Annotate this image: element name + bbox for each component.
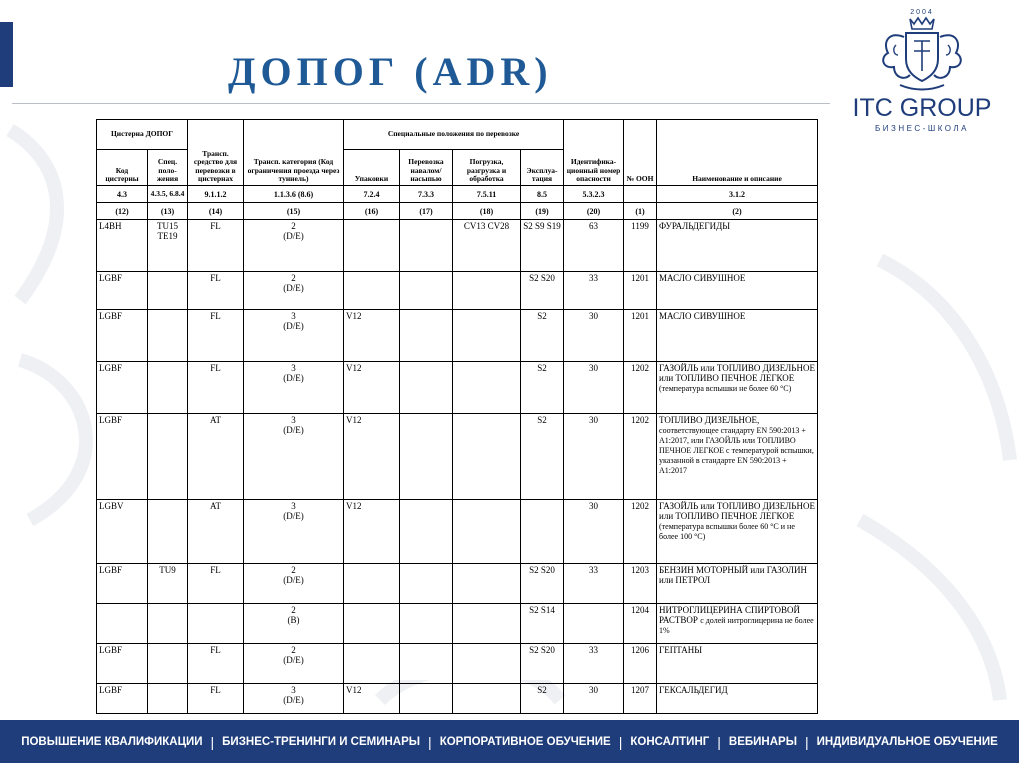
cell-un-no: 1203	[624, 564, 657, 604]
column-number: (13)	[148, 203, 188, 220]
cell-bulk	[400, 684, 453, 714]
column-number: (19)	[521, 203, 564, 220]
cell-category	[244, 310, 344, 362]
cell-tank-code: LGBF	[97, 272, 148, 310]
slide-title: ДОПОГ (ADR)	[228, 49, 553, 94]
footer-bar	[0, 720, 1019, 763]
table-row	[97, 414, 818, 500]
cell-tank-code: LGBF	[97, 362, 148, 414]
cell-vehicle: FL	[188, 644, 244, 684]
cell-vehicle: FL	[188, 220, 244, 272]
substance-name: МАСЛО СИВУШНОЕ	[659, 311, 746, 321]
cell-hazard-id: 30	[564, 414, 624, 500]
section-ref: 3.1.2	[657, 186, 818, 203]
cell-category	[244, 604, 344, 644]
cell-category	[244, 362, 344, 414]
cell-category	[244, 684, 344, 714]
cell-packages	[344, 220, 400, 272]
cell-operation: S2 S20	[521, 564, 564, 604]
footer-item-consulting[interactable]: КОНСАЛТИНГ	[630, 735, 710, 748]
cell-name	[657, 310, 818, 362]
cell-un-no: 1206	[624, 644, 657, 684]
tunnel-code: (D/E)	[283, 575, 304, 585]
substance-note: соответствующее стандарту EN 590:2013 + A1:2017, или ГАЗОЙЛЬ или ТОПЛИВО ПЕЧНОЕ ЛЕГКОЕ с температурой вспышки, указанной в стандарте EN 590:2013 + A1:2017	[659, 426, 814, 475]
logo-subtitle: БИЗНЕС-ШКОЛА	[874, 124, 969, 133]
cell-bulk	[400, 362, 453, 414]
cell-operation: S2 S20	[521, 644, 564, 684]
cell-bulk	[400, 564, 453, 604]
footer-separator: |	[210, 733, 215, 750]
header-vehicle: Трансп. средство для перевозки в цистернах	[188, 120, 244, 186]
footer-item-qualification[interactable]: ПОВЫШЕНИЕ КВАЛИФИКАЦИИ	[21, 735, 203, 748]
cell-loading	[453, 564, 521, 604]
tunnel-code: (D/E)	[283, 655, 304, 665]
cell-loading	[453, 414, 521, 500]
cell-vehicle: FL	[188, 272, 244, 310]
category-value: 2	[291, 221, 296, 231]
cell-hazard-id: 63	[564, 220, 624, 272]
cell-name	[657, 220, 818, 272]
cell-vehicle: FL	[188, 362, 244, 414]
crest-icon	[870, 5, 974, 93]
cell-category	[244, 220, 344, 272]
column-number: (1)	[624, 203, 657, 220]
table-row	[97, 362, 818, 414]
category-value: 3	[291, 501, 296, 511]
cell-category	[244, 414, 344, 500]
cell-tank-special: TU15 TE19	[148, 220, 188, 272]
cell-hazard-id	[564, 604, 624, 644]
cell-tank-special	[148, 362, 188, 414]
column-number: (15)	[244, 203, 344, 220]
cell-vehicle: FL	[188, 310, 244, 362]
header-tank-code: Код цистерны	[97, 150, 148, 186]
cell-packages	[344, 644, 400, 684]
cell-tank-code: LGBF	[97, 414, 148, 500]
cell-operation: S2	[521, 362, 564, 414]
table-row	[97, 272, 818, 310]
tunnel-code: (D/E)	[283, 321, 304, 331]
footer-item-webinars[interactable]: ВЕБИНАРЫ	[728, 735, 797, 748]
logo-year: 2004	[910, 9, 934, 16]
column-numbers-row	[97, 203, 818, 220]
cell-bulk	[400, 500, 453, 564]
header-bulk: Перевозка навалом/ насыпью	[400, 150, 453, 186]
cell-operation	[521, 500, 564, 564]
section-ref: 9.1.1.2	[188, 186, 244, 203]
cell-hazard-id: 33	[564, 564, 624, 604]
substance-note: (температура вспышки более 60 °С и не более 100 °С)	[659, 522, 795, 541]
table-row	[97, 644, 818, 684]
substance-name: НИТРОГЛИЦЕРИНА СПИРТОВОЙ РАСТВОР	[659, 605, 801, 625]
tunnel-code: (D/E)	[283, 695, 304, 705]
substance-name: ГЕПТАНЫ	[659, 645, 703, 655]
table-row	[97, 500, 818, 564]
table-row	[97, 310, 818, 362]
tunnel-code: (D/E)	[283, 231, 304, 241]
category-value: 2	[291, 565, 296, 575]
cell-un-no: 1202	[624, 362, 657, 414]
cell-category	[244, 564, 344, 604]
cell-vehicle: FL	[188, 684, 244, 714]
header-tank-special: Спец. поло-жения	[148, 150, 188, 186]
cell-vehicle: AT	[188, 500, 244, 564]
header-tank-group: Цистерна ДОПОГ	[97, 120, 188, 150]
substance-name: ФУРАЛЬДЕГИДЫ	[659, 221, 731, 231]
cell-tank-special	[148, 310, 188, 362]
substance-note: (температура вспышки не более 60 °С)	[659, 384, 792, 393]
footer-separator: |	[618, 733, 623, 750]
cell-hazard-id: 33	[564, 644, 624, 684]
column-number: (20)	[564, 203, 624, 220]
cell-hazard-id: 30	[564, 684, 624, 714]
cell-tank-special	[148, 500, 188, 564]
substance-note: с долей нитроглицерина не более 1%	[659, 616, 814, 635]
category-value: 2	[291, 273, 296, 283]
cell-packages: V12	[344, 310, 400, 362]
cell-loading: CV13 CV28	[453, 220, 521, 272]
cell-vehicle: FL	[188, 564, 244, 604]
substance-name: МАСЛО СИВУШНОЕ	[659, 273, 746, 283]
substance-name: ГАЗОЙЛЬ или ТОПЛИВО ДИЗЕЛЬНОЕ или ТОПЛИВО ПЕЧНОЕ ЛЕГКОЕ	[659, 501, 815, 521]
section-refs-row	[97, 186, 818, 203]
cell-bulk	[400, 220, 453, 272]
category-value: 3	[291, 415, 296, 425]
cell-loading	[453, 362, 521, 414]
cell-loading	[453, 310, 521, 362]
section-ref	[624, 186, 657, 203]
cell-operation: S2	[521, 414, 564, 500]
cell-loading	[453, 684, 521, 714]
footer-separator: |	[428, 733, 432, 750]
cell-packages	[344, 604, 400, 644]
cell-tank-code: LGBF	[97, 564, 148, 604]
footer-item-individual[interactable]: ИНДИВИДУАЛЬНОЕ ОБУЧЕНИЕ	[816, 735, 998, 748]
section-ref: 7.5.11	[453, 186, 521, 203]
footer-item-trainings[interactable]: БИЗНЕС-ТРЕНИНГИ И СЕМИНАРЫ	[222, 735, 421, 748]
cell-name	[657, 362, 818, 414]
cell-operation: S2	[521, 684, 564, 714]
header-category: Трансп. категория (Код ограничения проезда через туннель)	[244, 120, 344, 186]
cell-hazard-id: 30	[564, 362, 624, 414]
header-special-group: Специальные положения по перевозке	[344, 120, 564, 150]
cell-category	[244, 272, 344, 310]
cell-bulk	[400, 310, 453, 362]
header-packages: Упаковки	[344, 150, 400, 186]
footer-item-corporate[interactable]: КОРПОРАТИВНОЕ ОБУЧЕНИЕ	[439, 735, 611, 748]
section-ref: 5.3.2.3	[564, 186, 624, 203]
cell-packages: V12	[344, 414, 400, 500]
footer-separator: |	[804, 733, 809, 750]
cell-un-no: 1202	[624, 414, 657, 500]
cell-tank-special	[148, 414, 188, 500]
cell-tank-code: LGBF	[97, 310, 148, 362]
cell-loading	[453, 500, 521, 564]
section-ref: 4.3	[97, 186, 148, 203]
cell-operation: S2 S20	[521, 272, 564, 310]
column-number: (14)	[188, 203, 244, 220]
adr-table-scan	[96, 119, 818, 705]
cell-loading	[453, 644, 521, 684]
cell-tank-code: LGBF	[97, 644, 148, 684]
cell-un-no: 1201	[624, 272, 657, 310]
header-operation: Эксплуа-тация	[521, 150, 564, 186]
cell-loading	[453, 272, 521, 310]
cell-name	[657, 604, 818, 644]
column-number: (17)	[400, 203, 453, 220]
section-ref: 8.5	[521, 186, 564, 203]
column-number: (16)	[344, 203, 400, 220]
column-number: (2)	[657, 203, 818, 220]
cell-name	[657, 500, 818, 564]
cell-hazard-id: 30	[564, 500, 624, 564]
cell-tank-code: L4BH	[97, 220, 148, 272]
substance-name: ГЕКСАЛЬДЕГИД	[659, 685, 728, 695]
cell-name	[657, 272, 818, 310]
tunnel-code: (D/E)	[283, 511, 304, 521]
cell-category	[244, 500, 344, 564]
cell-name	[657, 684, 818, 714]
category-value: 3	[291, 311, 296, 321]
cell-un-no: 1201	[624, 310, 657, 362]
cell-un-no: 1204	[624, 604, 657, 644]
cell-packages: V12	[344, 362, 400, 414]
footer-separator: |	[717, 733, 721, 750]
title-divider	[12, 103, 830, 104]
cell-tank-special	[148, 684, 188, 714]
cell-operation: S2 S14	[521, 604, 564, 644]
table-row	[97, 564, 818, 604]
table-row	[97, 604, 818, 644]
header-name: Наименование и описание	[657, 120, 818, 186]
header-hazard-id: Идентифика-ционный номер опасности	[564, 120, 624, 186]
company-logo	[842, 5, 1002, 135]
table-row	[97, 684, 818, 714]
cell-tank-special: TU9	[148, 564, 188, 604]
cell-tank-code: LGBV	[97, 500, 148, 564]
header-loading: Погрузка, разгрузка и обработка	[453, 150, 521, 186]
substance-name: БЕНЗИН МОТОРНЫЙ или ГАЗОЛИН или ПЕТРОЛ	[659, 565, 807, 585]
substance-name: ТОПЛИВО ДИЗЕЛЬНОЕ,	[659, 415, 760, 425]
cell-hazard-id: 33	[564, 272, 624, 310]
cell-un-no: 1202	[624, 500, 657, 564]
category-value: 3	[291, 685, 296, 695]
cell-un-no: 1199	[624, 220, 657, 272]
cell-operation: S2 S9 S19	[521, 220, 564, 272]
cell-bulk	[400, 272, 453, 310]
cell-un-no: 1207	[624, 684, 657, 714]
category-value: 2	[291, 645, 296, 655]
cell-hazard-id: 30	[564, 310, 624, 362]
logo-name: ITC GROUP	[852, 94, 992, 122]
category-value: 2	[291, 605, 296, 615]
cell-bulk	[400, 604, 453, 644]
section-ref: 7.2.4	[344, 186, 400, 203]
cell-name	[657, 414, 818, 500]
cell-packages: V12	[344, 684, 400, 714]
cell-packages	[344, 272, 400, 310]
cell-tank-special	[148, 272, 188, 310]
cell-name	[657, 564, 818, 604]
cell-tank-special	[148, 604, 188, 644]
cell-bulk	[400, 414, 453, 500]
tunnel-code: (D/E)	[283, 425, 304, 435]
cell-tank-code	[97, 604, 148, 644]
tunnel-code: (D/E)	[283, 283, 304, 293]
header-un-no: № ООН	[624, 120, 657, 186]
cell-packages	[344, 564, 400, 604]
section-ref: 7.3.3	[400, 186, 453, 203]
cell-tank-special	[148, 644, 188, 684]
adr-table	[96, 119, 818, 714]
cell-vehicle	[188, 604, 244, 644]
cell-category	[244, 644, 344, 684]
tunnel-code: (D/E)	[283, 373, 304, 383]
cell-operation: S2	[521, 310, 564, 362]
footer-menu	[0, 720, 1019, 763]
substance-name: ГАЗОЙЛЬ или ТОПЛИВО ДИЗЕЛЬНОЕ или ТОПЛИВО ПЕЧНОЕ ЛЕГКОЕ	[659, 363, 815, 383]
column-number: (18)	[453, 203, 521, 220]
table-row	[97, 220, 818, 272]
cell-vehicle: AT	[188, 414, 244, 500]
cell-bulk	[400, 644, 453, 684]
category-value: 3	[291, 363, 296, 373]
accent-bar	[0, 22, 13, 87]
section-ref: 1.1.3.6 (8.6)	[244, 186, 344, 203]
section-ref: 4.3.5, 6.8.4	[148, 186, 188, 203]
tunnel-code: (B)	[287, 615, 300, 625]
cell-loading	[453, 604, 521, 644]
cell-tank-code: LGBF	[97, 684, 148, 714]
cell-name	[657, 644, 818, 684]
column-number: (12)	[97, 203, 148, 220]
cell-packages: V12	[344, 500, 400, 564]
